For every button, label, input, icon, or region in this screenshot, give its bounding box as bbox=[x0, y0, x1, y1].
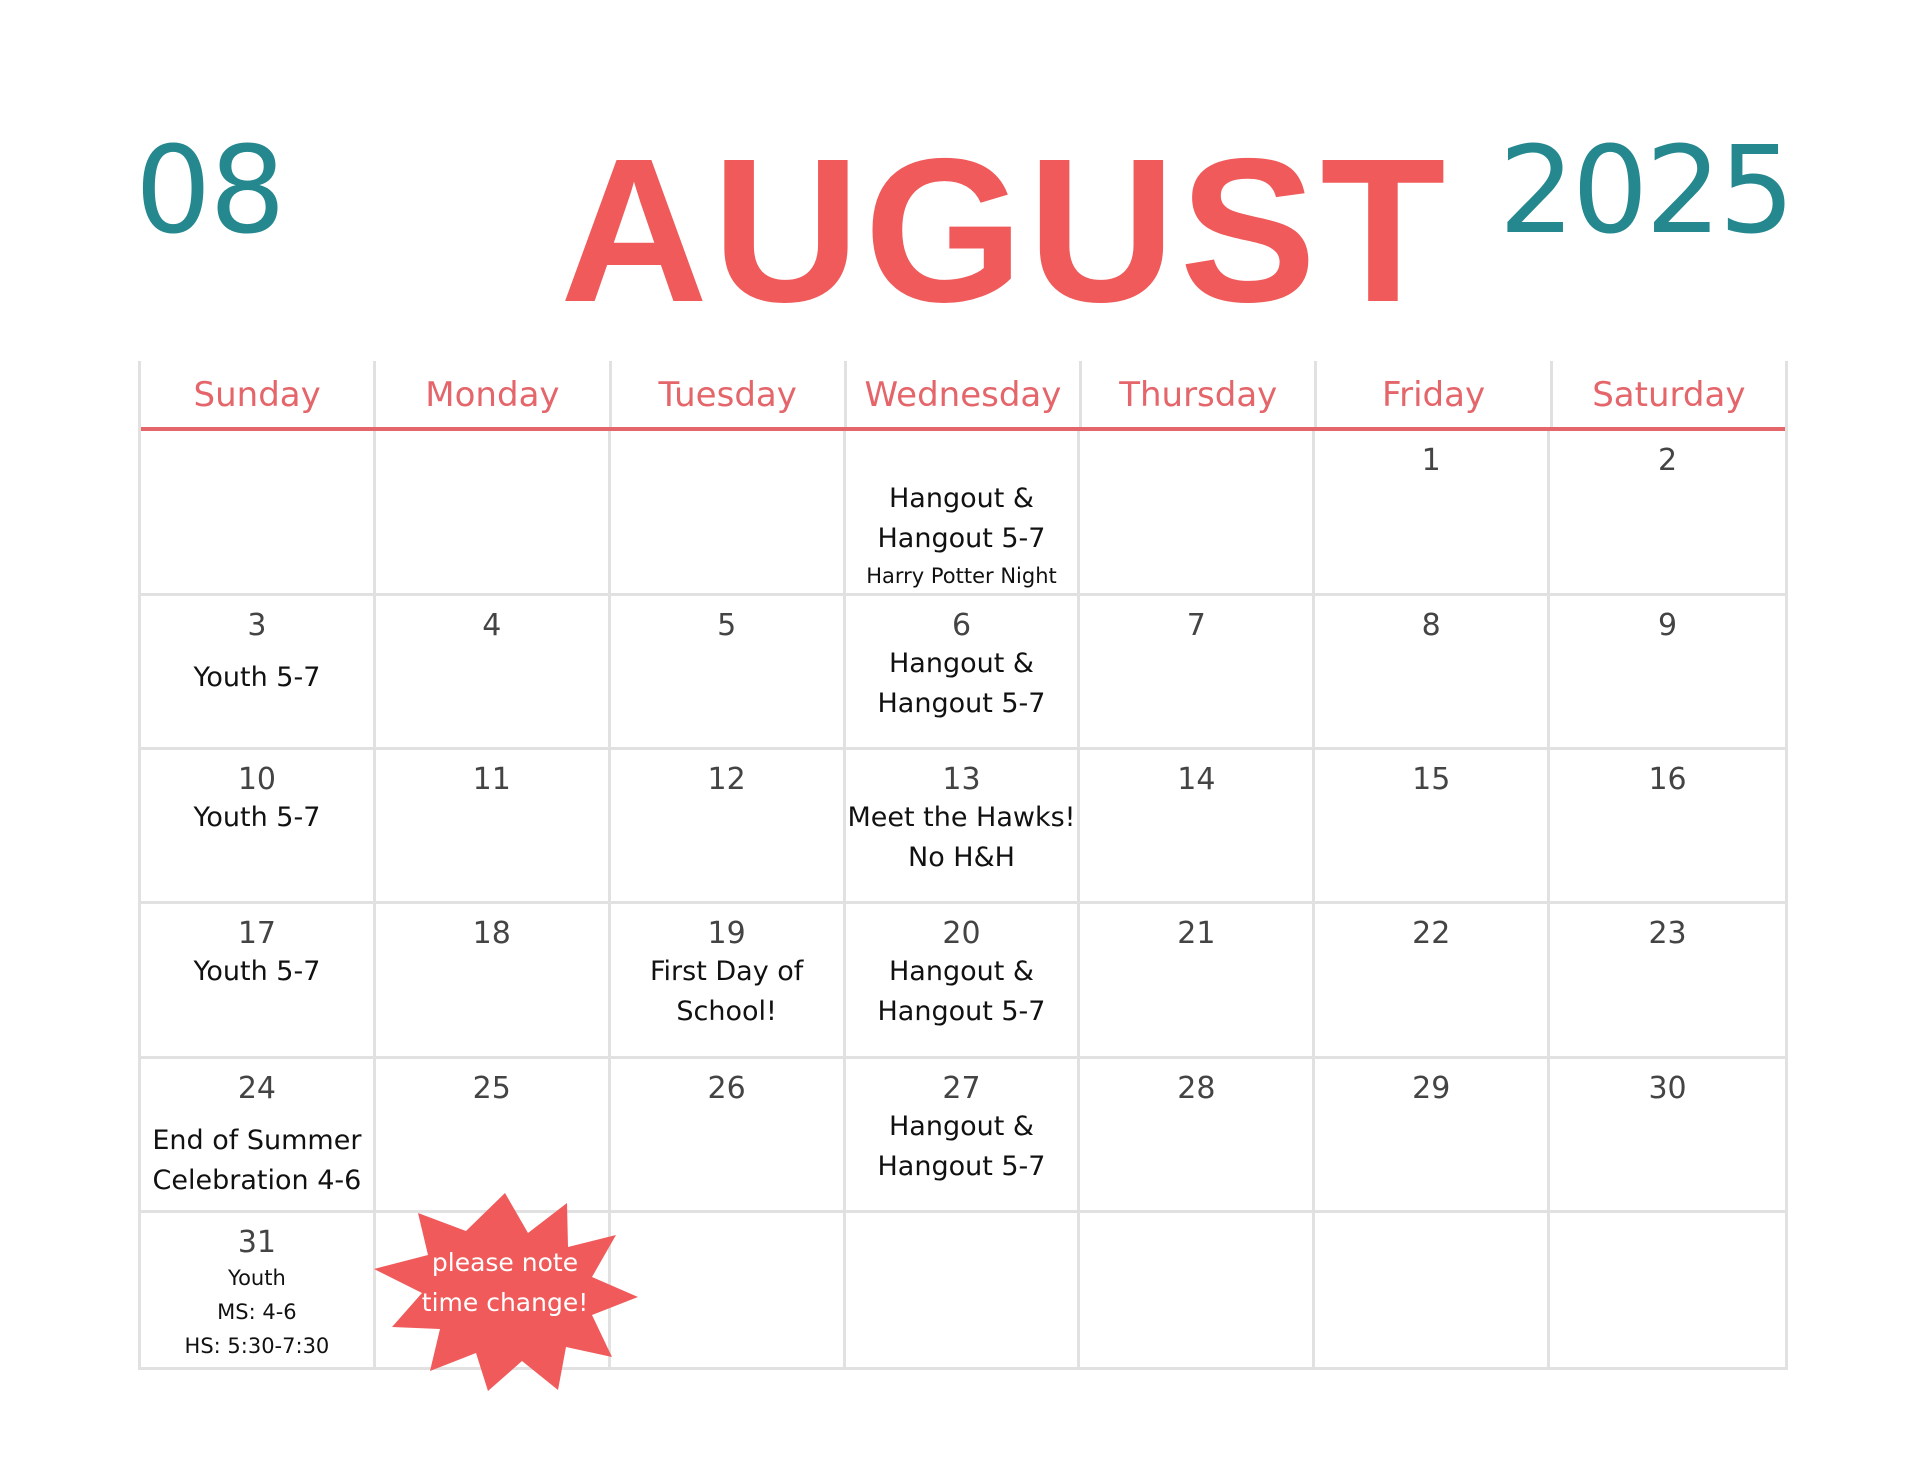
day-cell-friday bbox=[1315, 596, 1550, 750]
day-number bbox=[1080, 443, 1312, 479]
day-cell-tuesday bbox=[611, 1213, 846, 1367]
weekday-tuesday: Tuesday bbox=[612, 361, 847, 427]
day-number bbox=[1315, 1225, 1547, 1261]
day-cell-tuesday bbox=[611, 904, 846, 1058]
day-cell-thursday bbox=[1080, 431, 1315, 596]
day-cell-saturday bbox=[1550, 431, 1785, 596]
day-number bbox=[846, 443, 1078, 479]
day-cell-friday bbox=[1315, 904, 1550, 1058]
weekday-thursday: Thursday bbox=[1082, 361, 1317, 427]
day-cell-wednesday bbox=[846, 904, 1081, 1058]
day-cell-thursday bbox=[1080, 750, 1315, 904]
day-number: 5 bbox=[717, 608, 737, 643]
event-text: Youth 5-7 bbox=[193, 956, 321, 988]
year-label: 2025 bbox=[1498, 122, 1792, 261]
weekday-wednesday: Wednesday bbox=[847, 361, 1082, 427]
day-number: 22 bbox=[1412, 916, 1451, 952]
event-text: Hangout 5-7 bbox=[877, 996, 1046, 1028]
day-number bbox=[611, 443, 843, 479]
event-text: Hangout 5-7 bbox=[877, 688, 1046, 719]
day-cell-thursday bbox=[1080, 596, 1315, 750]
day-cell-saturday bbox=[1550, 596, 1785, 750]
day-number: 4 bbox=[482, 608, 502, 643]
day-cell-wednesday bbox=[846, 1059, 1081, 1213]
event-text: First Day of bbox=[649, 956, 804, 988]
day-cell-sunday bbox=[141, 1059, 376, 1213]
event-text: Harry Potter Night bbox=[866, 564, 1057, 588]
day-cell-monday bbox=[376, 750, 611, 904]
day-cell-wednesday bbox=[846, 431, 1081, 596]
day-number: 31 bbox=[237, 1224, 277, 1260]
month-title: AUGUST bbox=[560, 116, 1450, 345]
day-number: 23 bbox=[1648, 916, 1687, 952]
weekday-friday: Friday bbox=[1317, 361, 1552, 427]
day-number: 6 bbox=[951, 608, 972, 643]
day-number: 10 bbox=[237, 762, 277, 798]
event-text: HS: 5:30-7:30 bbox=[184, 1333, 330, 1358]
day-number: 17 bbox=[237, 916, 277, 952]
day-number bbox=[1550, 1225, 1785, 1261]
time-change-callout bbox=[370, 1243, 640, 1323]
day-number: 1 bbox=[1421, 443, 1441, 478]
day-cell-friday bbox=[1315, 1213, 1550, 1367]
day-cell-tuesday bbox=[611, 596, 846, 750]
event-text: Meet the Hawks! bbox=[847, 802, 1076, 834]
day-cell-thursday bbox=[1080, 1059, 1315, 1213]
weekday-monday: Monday bbox=[376, 361, 611, 427]
event-text: Hangout 5-7 bbox=[877, 1150, 1046, 1182]
day-number bbox=[846, 1225, 1078, 1261]
day-cell-sunday bbox=[141, 431, 376, 596]
day-cell-friday bbox=[1315, 750, 1550, 904]
day-cell-friday bbox=[1315, 1059, 1550, 1213]
day-cell-sunday bbox=[141, 750, 376, 904]
day-cell-tuesday bbox=[611, 750, 846, 904]
event-text: Youth 5-7 bbox=[193, 802, 321, 834]
weekday-saturday: Saturday bbox=[1592, 375, 1746, 415]
day-number: 30 bbox=[1648, 1070, 1687, 1106]
day-cell-tuesday bbox=[611, 1059, 846, 1213]
event-text: Celebration 4-6 bbox=[152, 1164, 362, 1196]
event-text: Hangout 5-7 bbox=[877, 523, 1046, 554]
event-text: Youth bbox=[228, 1265, 286, 1290]
event-text: Hangout & bbox=[889, 956, 1034, 988]
day-cell-sunday bbox=[141, 904, 376, 1058]
callout-line-2: time change! bbox=[421, 1288, 589, 1317]
event-text: Hangout & bbox=[889, 483, 1034, 514]
day-number: 27 bbox=[942, 1070, 981, 1106]
day-number: 19 bbox=[707, 916, 746, 952]
day-cell-tuesday bbox=[611, 431, 846, 596]
day-cell-sunday bbox=[141, 596, 376, 750]
event-text: Youth 5-7 bbox=[193, 662, 321, 693]
day-cell-thursday bbox=[1080, 904, 1315, 1058]
day-cell-monday bbox=[376, 431, 611, 596]
weekday-sunday: Sunday bbox=[141, 361, 376, 427]
day-cell-saturday bbox=[1550, 1059, 1785, 1213]
day-number: 12 bbox=[707, 762, 746, 798]
day-number: 24 bbox=[237, 1070, 277, 1106]
day-cell-monday bbox=[376, 904, 611, 1058]
month-number: 08 bbox=[135, 122, 284, 261]
day-number: 3 bbox=[247, 608, 267, 643]
event-text: School! bbox=[676, 996, 777, 1028]
event-text: End of Summer bbox=[152, 1124, 362, 1156]
day-cell-friday bbox=[1315, 431, 1550, 596]
day-number: 26 bbox=[707, 1070, 746, 1106]
day-number: 8 bbox=[1421, 608, 1441, 643]
event-text: Hangout & bbox=[889, 648, 1034, 679]
event-text: Hangout & bbox=[889, 1110, 1034, 1142]
day-cell-thursday bbox=[1080, 1213, 1315, 1367]
day-number: 14 bbox=[1177, 762, 1216, 798]
day-cell-wednesday bbox=[846, 750, 1081, 904]
event-text: MS: 4-6 bbox=[217, 1299, 297, 1324]
day-cell-saturday bbox=[1550, 750, 1785, 904]
day-cell-wednesday bbox=[846, 1213, 1081, 1367]
day-cell-saturday bbox=[1550, 904, 1785, 1058]
day-number bbox=[141, 443, 373, 479]
day-cell-monday bbox=[376, 596, 611, 750]
day-number: 9 bbox=[1658, 608, 1678, 643]
day-number: 7 bbox=[1186, 608, 1206, 643]
callout-line-1: please note bbox=[431, 1248, 579, 1277]
day-number: 16 bbox=[1648, 762, 1687, 798]
day-number: 13 bbox=[942, 762, 981, 798]
weekday-header-row bbox=[141, 361, 1785, 431]
day-number: 11 bbox=[472, 762, 511, 798]
day-number: 29 bbox=[1412, 1070, 1451, 1106]
event-text: No H&H bbox=[908, 842, 1015, 874]
day-number: 15 bbox=[1412, 762, 1451, 798]
day-number: 2 bbox=[1658, 443, 1678, 478]
day-number bbox=[1080, 1225, 1312, 1261]
day-number bbox=[611, 1225, 843, 1261]
day-cell-sunday bbox=[141, 1213, 376, 1367]
day-number bbox=[376, 443, 608, 479]
day-cell-saturday bbox=[1550, 1213, 1785, 1367]
day-number: 18 bbox=[472, 916, 511, 952]
day-number: 28 bbox=[1177, 1070, 1216, 1106]
day-number: 21 bbox=[1177, 916, 1216, 952]
day-number: 20 bbox=[942, 916, 981, 952]
day-number: 25 bbox=[472, 1070, 511, 1106]
day-cell-wednesday bbox=[846, 596, 1081, 750]
